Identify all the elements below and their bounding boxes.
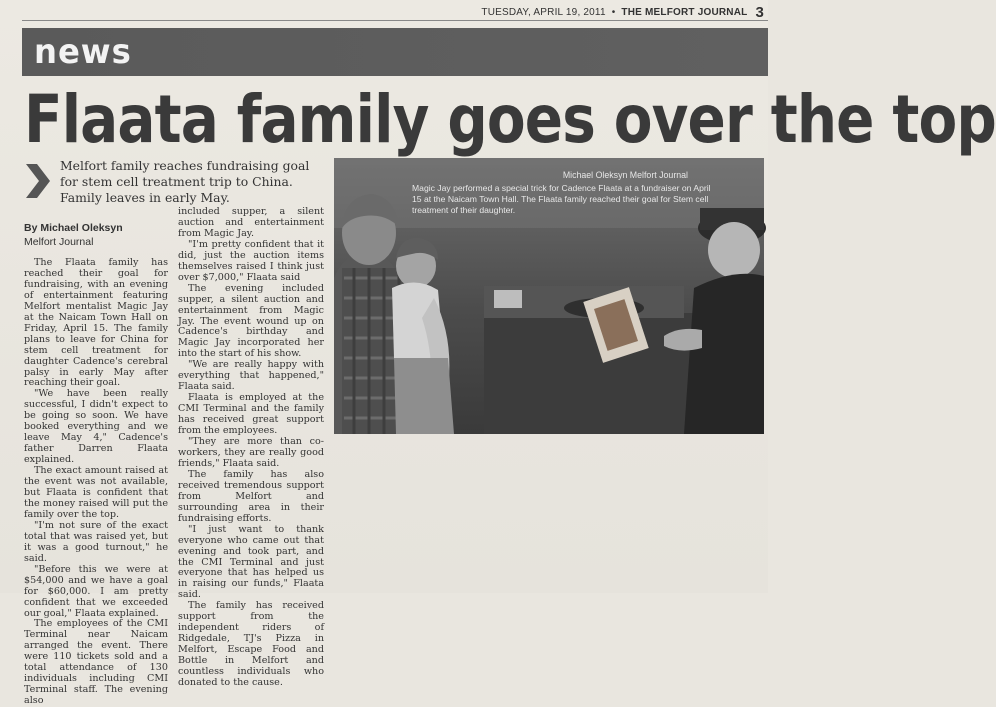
paragraph: The Flaata family has reached their goal for fundraising, with an evening of entertainment featuring Melfort mentalist Magic Jay at the Naicam Town Hall on Friday, April 15. The family plans to leave for China for stem cell treatment for daughter Cadence's cerebral palsy in early May after reaching their goal. <box>24 257 168 389</box>
paragraph: "Before this we were at $54,000 and we have a goal for $60,000. I am pretty confident that we exceeded our goal," Flaata explained. <box>24 563 168 619</box>
page-number: 3 <box>755 4 764 21</box>
article-column-2 <box>178 207 324 689</box>
headline: Flaata family goes over the top <box>24 81 996 158</box>
paragraph: "I'm not sure of the exact total that was raised yet, but it was a good turnout," he said. <box>24 519 168 564</box>
paragraph: "I just want to thank everyone who came out that evening and took part, and the CMI Terminal and just everyone that has helped us in raising our funds," Flaata said. <box>178 523 324 601</box>
paragraph: "I'm pretty confident that it did, just the auction items themselves raised I think just over $7,000," Flaata said <box>178 238 324 283</box>
paragraph: "They are more than co-workers, they are really good friends," Flaata said. <box>178 436 324 469</box>
paragraph: The family has also received tremendous support from Melfort and surrounding area in their fundraising efforts. <box>178 468 324 524</box>
paragraph: The evening included supper, a silent auction and entertainment from Magic Jay. The event wound up on Cadence's birthday and Magic Jay incorporated her into the start of his show. <box>178 282 324 360</box>
byline-outlet: Melfort Journal <box>24 236 94 248</box>
issue-date: TUESDAY, APRIL 19, 2011 <box>481 7 606 18</box>
page-folio <box>481 4 764 21</box>
section-label: news <box>34 32 132 72</box>
paragraph: The exact amount raised at the event was not available, but Flaata is confident that the money raised will put the family over the top. <box>24 465 168 520</box>
byline-author: By Michael Oleksyn <box>24 222 123 234</box>
chevron-right-icon <box>26 164 50 198</box>
publication-name: THE MELFORT JOURNAL <box>621 7 748 18</box>
article-column-1 <box>24 258 168 707</box>
paragraph: "We are really happy with everything that happened," Flaata said. <box>178 359 324 393</box>
photo-credit: Michael Oleksyn Melfort Journal <box>562 170 688 180</box>
paragraph: "We have been really successful, I didn't expect to be going so soon. We have booked everything and we leave May 4," Cadence's father Darren Flaata explained. <box>24 388 168 466</box>
folio-rule <box>22 20 768 21</box>
byline <box>24 221 123 249</box>
deck-subheadline: Melfort family reaches fundraising goal for stem cell treatment trip to China. Family leaves in early May. <box>60 158 310 205</box>
section-banner <box>22 28 768 76</box>
folio-separator: • <box>611 7 616 18</box>
paragraph: The family has received support from the independent riders of Ridgedale, TJ's Pizza in Melfort, Escape Food and Bottle in Melfort and countless individuals who donated to the cause. <box>178 600 324 688</box>
paragraph: Flaata is employed at the CMI Terminal and the family has received great support from the employees. <box>178 392 324 437</box>
photo-caption: Magic Jay performed a special trick for Cadence Flaata at a fundraiser on April 15 at the Naicam Town Hall. The Flaata family reached their goal for Stem cell treatment of their daughter. <box>412 183 711 215</box>
paragraph: The employees of the CMI Terminal near Naicam arranged the event. There were 110 tickets sold and a total attendance of 130 individuals including CMI Terminal staff. The evening also <box>24 618 168 707</box>
paragraph: included supper, a silent auction and entertainment from Magic Jay. <box>178 206 324 239</box>
